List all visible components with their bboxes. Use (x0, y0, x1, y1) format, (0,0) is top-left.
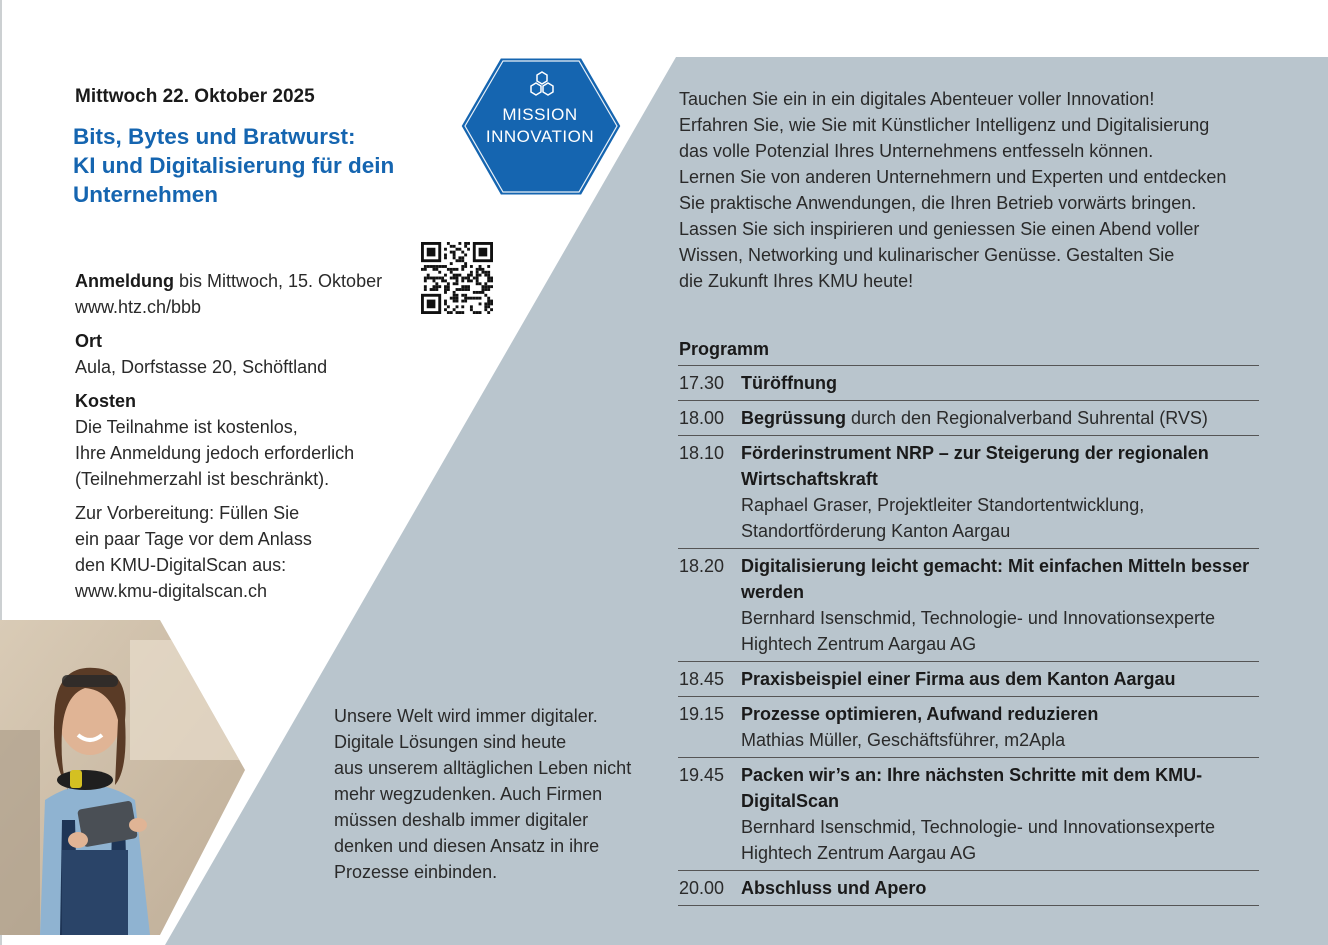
body-line: aus unserem alltäglichen Leben nicht (334, 758, 632, 778)
program-time: 18.00 (679, 408, 725, 428)
program-row (678, 436, 1259, 549)
program-time: 19.15 (679, 704, 725, 724)
event-info (75, 268, 425, 612)
program-row (678, 697, 1259, 758)
program-row (678, 871, 1259, 906)
program-content (741, 440, 1259, 544)
program-row (678, 366, 1259, 401)
program-row (678, 758, 1259, 871)
program-speaker: Hightech Zentrum Aargau AG (741, 843, 977, 863)
registration-block (75, 268, 425, 320)
preparation-line: den KMU-DigitalScan aus: (75, 555, 287, 575)
program-time: 18.10 (679, 443, 725, 463)
registration-label: Anmeldung (75, 271, 174, 291)
program-row (678, 549, 1259, 662)
costs-line: Ihre Anmeldung jedoch erforderlich (75, 443, 355, 463)
program-content (741, 370, 1259, 396)
logo-line-1: MISSION (502, 105, 578, 124)
preparation-block (75, 500, 425, 604)
program-speaker: Standortförderung Kanton Aargau (741, 521, 1011, 541)
woman-with-tablet-photo (0, 620, 245, 935)
intro-line: Sie praktische Anwendungen, die Ihren Betrieb vorwärts bringen. (679, 193, 1197, 213)
title-line: KI und Digitalisierung für dein (73, 153, 395, 178)
program-title: Packen wir’s an: Ihre nächsten Schritte mit dem KMU-DigitalScan (741, 765, 1203, 811)
event-title (73, 122, 453, 209)
program-speaker: Raphael Graser, Projektleiter Standortentwicklung, (741, 495, 1145, 515)
preparation-line: Zur Vorbereitung: Füllen Sie (75, 503, 300, 523)
intro-line: das volle Potenzial Ihres Unternehmens entfesseln können. (679, 141, 1154, 161)
program-table (678, 365, 1259, 906)
mission-innovation-logo (470, 104, 610, 148)
program-time: 20.00 (679, 878, 725, 898)
costs-block (75, 388, 425, 492)
body-line: mehr wegzudenken. Auch Firmen (334, 784, 603, 804)
intro-line: Erfahren Sie, wie Sie mit Künstlicher Intelligenz und Digitalisierung (679, 115, 1210, 135)
title-line: Bits, Bytes und Bratwurst: (73, 124, 356, 149)
program-title-rest: durch den Regionalverband Suhrental (RVS) (846, 408, 1208, 428)
event-date: Mittwoch 22. Oktober 2025 (75, 86, 315, 107)
program-row (678, 401, 1259, 436)
costs-line: (Teilnehmerzahl ist beschränkt). (75, 469, 330, 489)
program-time: 17.30 (679, 373, 725, 393)
program-time: 18.45 (679, 669, 725, 689)
program-row (678, 662, 1259, 697)
hexagon-cluster-icon (527, 70, 557, 100)
costs-label: Kosten (75, 391, 137, 411)
program-title: Begrüssung (741, 408, 847, 428)
program-time: 18.20 (679, 556, 725, 576)
program-title: Praxisbeispiel einer Firma aus dem Kanton Aargau (741, 669, 1176, 689)
program-title: Förderinstrument NRP – zur Steigerung der regionalen Wirtschaftskraft (741, 443, 1209, 489)
program-content (741, 666, 1259, 692)
title-line: Unternehmen (73, 182, 219, 207)
program-speaker: Hightech Zentrum Aargau AG (741, 634, 977, 654)
costs-line: Die Teilnahme ist kostenlos, (75, 417, 298, 437)
body-line: Digitale Lösungen sind heute (334, 732, 567, 752)
program-content (741, 405, 1259, 431)
program-title: Prozesse optimieren, Aufwand reduzieren (741, 704, 1099, 724)
program-time: 19.45 (679, 765, 725, 785)
logo-line-2: INNOVATION (485, 127, 595, 146)
registration-deadline: bis Mittwoch, 15. Oktober (174, 271, 383, 291)
program-speaker: Mathias Müller, Geschäftsführer, m2Apla (741, 730, 1066, 750)
program-speaker: Bernhard Isenschmid, Technologie- und Innovationsexperte (741, 817, 1215, 837)
preparation-link[interactable]: www.kmu-digitalscan.ch (75, 581, 268, 601)
program-heading: Programm (679, 339, 770, 359)
intro-line: Lernen Sie von anderen Unternehmern und Experten und entdecken (679, 167, 1227, 187)
program-title: Abschluss und Apero (741, 878, 927, 898)
body-line: denken und diesen Ansatz in ihre (334, 836, 600, 856)
program-content (741, 875, 1259, 901)
program-title: Türöffnung (741, 373, 837, 393)
program-content (741, 701, 1259, 753)
body-line: Unsere Welt wird immer digitaler. (334, 706, 598, 726)
program-content (741, 553, 1259, 657)
location-label: Ort (75, 331, 102, 351)
body-line: müssen deshalb immer digitaler (334, 810, 589, 830)
digital-world-text (334, 703, 654, 885)
intro-line: Tauchen Sie ein in ein digitales Abenteuer voller Innovation! (679, 89, 1155, 109)
intro-line: Lassen Sie sich inspirieren und geniessen Sie einen Abend voller (679, 219, 1200, 239)
program-content (741, 762, 1259, 866)
location-text: Aula, Dorfstasse 20, Schöftland (75, 357, 328, 377)
location-block (75, 328, 425, 380)
preparation-line: ein paar Tage vor dem Anlass (75, 529, 312, 549)
program-speaker: Bernhard Isenschmid, Technologie- und Innovationsexperte (741, 608, 1215, 628)
body-line: Prozesse einbinden. (334, 862, 498, 882)
intro-text (679, 86, 1279, 294)
intro-line: Wissen, Networking und kulinarischer Genüsse. Gestalten Sie (679, 245, 1175, 265)
registration-link[interactable]: www.htz.ch/bbb (75, 297, 202, 317)
qr-code-icon[interactable] (421, 242, 493, 314)
intro-line: die Zukunft Ihres KMU heute! (679, 271, 914, 291)
program-title: Digitalisierung leicht gemacht: Mit einfachen Mitteln besser werden (741, 556, 1250, 602)
